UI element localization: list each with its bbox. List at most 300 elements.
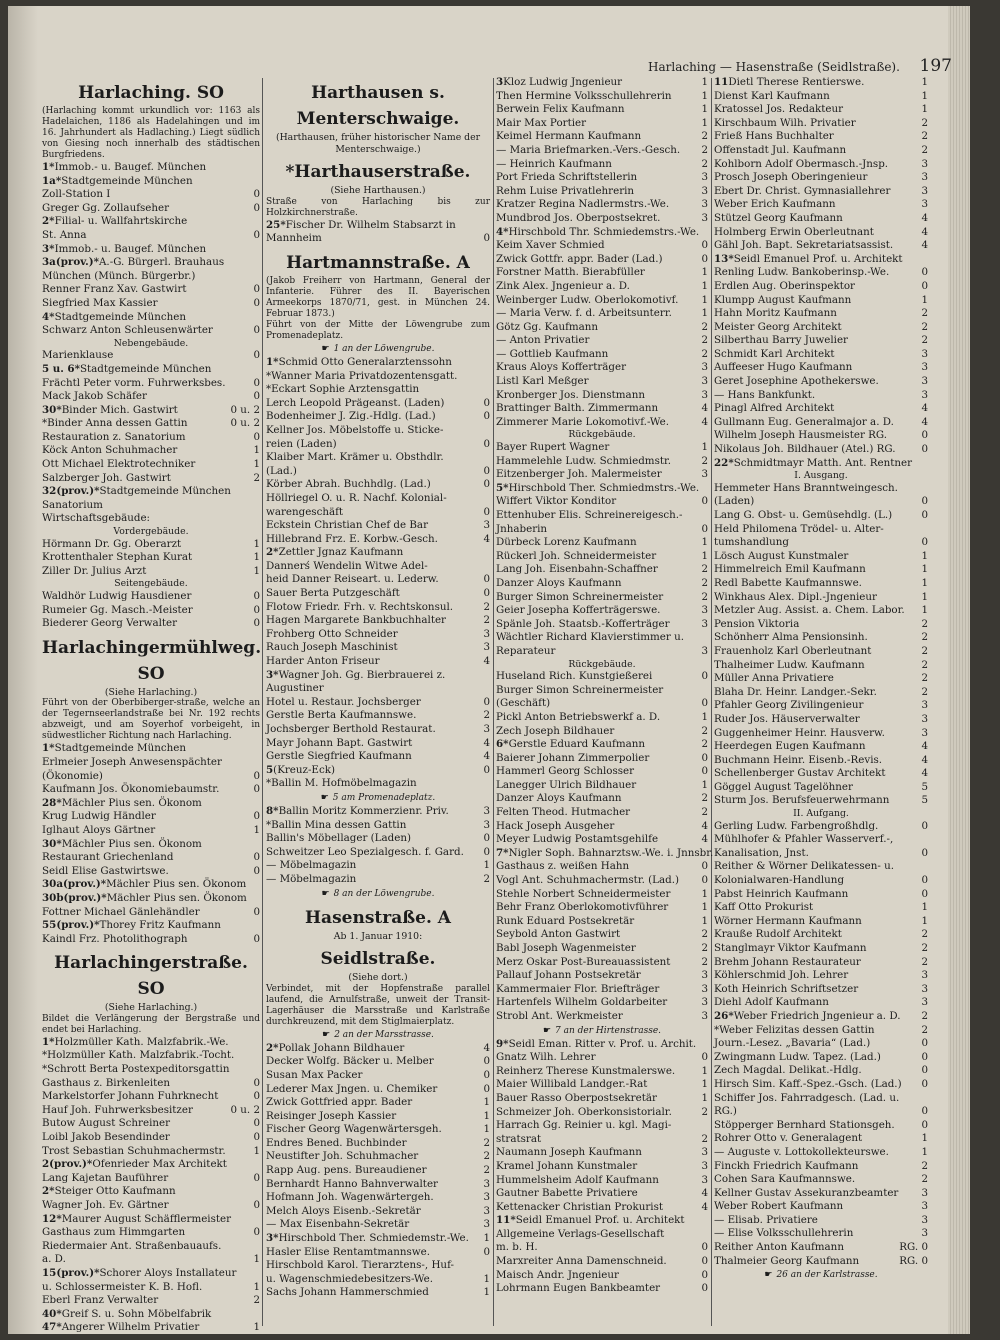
resident-name: Fischer Dr. Wilhelm Stabsarzt in	[285, 218, 456, 231]
floor-number: 0	[701, 697, 708, 710]
resident-name: Pallauf Johann Postsekretär	[496, 969, 641, 982]
floor-number: 3	[701, 388, 708, 401]
directory-entry	[42, 229, 260, 243]
directory-entry	[496, 996, 708, 1010]
directory-entry	[42, 1226, 260, 1240]
floor-number: 2	[921, 307, 928, 320]
directory-entry	[714, 577, 928, 591]
floor-number: 3	[701, 1146, 708, 1159]
house-number: 12*	[42, 1212, 62, 1225]
directory-entry	[42, 604, 260, 618]
directory-entry	[42, 1036, 260, 1050]
resident-name: Renner Franz Xav. Gastwirt	[42, 283, 187, 296]
resident-name: Hofmann Joh. Wagenwärtergeh.	[266, 1191, 434, 1204]
directory-entry	[42, 472, 260, 486]
floor-number: 3	[483, 818, 490, 831]
resident-name: Iglhaut Aloys Gärtner	[42, 823, 156, 836]
directory-entry	[266, 641, 490, 655]
floor-number: 0	[701, 765, 708, 778]
directory-entry	[42, 270, 260, 284]
floor-number: 0	[253, 864, 260, 877]
floor-number: 3	[701, 617, 708, 630]
directory-entry	[496, 1201, 708, 1215]
directory-entry	[496, 1092, 708, 1106]
directory-entry	[42, 1213, 260, 1227]
floor-number	[239, 1158, 260, 1172]
directory-entry	[496, 509, 708, 523]
resident-name: Stadtgemeinde München	[99, 485, 231, 498]
resident-name: Wirtschaftsgebäude:	[42, 512, 151, 525]
floor-number: 3	[701, 604, 708, 617]
house-number: 30*	[42, 837, 62, 850]
directory-entry	[714, 198, 928, 212]
directory-entry	[714, 888, 928, 902]
floor-number: 0	[483, 437, 490, 450]
resident-name: a. D.	[42, 1253, 66, 1266]
resident-name: Mühlhofer & Pfahler Wasserverf.-,	[714, 833, 894, 846]
directory-entry	[714, 928, 928, 942]
section-label: (Siehe dort.)	[348, 972, 408, 984]
resident-name: Rauch Joseph Maschinist	[266, 641, 398, 654]
floor-number: 1	[701, 441, 708, 454]
directory-entry	[714, 1010, 928, 1024]
resident-name: Klaiber Mart. Krämer u. Obsthdlr.	[266, 451, 444, 464]
resident-name: Geret Josephine Apothekerswe.	[714, 375, 879, 388]
corner-pointer-note: ☛ 1 an der Löwengrube.	[266, 342, 490, 356]
resident-name: Lang Kajetan Bauführer	[42, 1171, 169, 1184]
floor-number: 4	[701, 1187, 708, 1200]
floor-number: 3	[921, 1227, 928, 1240]
resident-name: Thalheimer Ludw. Kaufmann	[714, 658, 865, 671]
house-number: 40*	[42, 1307, 62, 1320]
resident-name: Zech Joseph Bildhauer	[496, 724, 615, 737]
directory-entry	[714, 389, 928, 403]
floor-number: 4	[483, 750, 490, 763]
floor-number: 1	[921, 89, 928, 102]
floor-number: 0	[483, 763, 490, 776]
resident-name: *Binder Anna dessen Gattin	[42, 417, 188, 430]
floor-number: 0	[483, 410, 490, 423]
floor-number: 0	[483, 1068, 490, 1081]
directory-entry	[266, 696, 490, 710]
floor-number: 2	[701, 143, 708, 156]
directory-entry	[42, 485, 260, 499]
resident-name: Thalmeier Georg Kaufmann	[714, 1254, 860, 1267]
floor-number: 3	[921, 699, 928, 712]
directory-entry	[496, 212, 708, 226]
corner-pointer-note: ☛ 5 am Promenadeplatz.	[266, 791, 490, 805]
floor-number: 2	[921, 644, 928, 657]
floor-number: 2	[921, 955, 928, 968]
floor-number: 3	[921, 726, 928, 739]
floor-number	[687, 1119, 708, 1133]
directory-entry	[714, 76, 928, 90]
directory-entry	[714, 956, 928, 970]
directory-entry	[266, 478, 490, 492]
floor-number: 0	[253, 324, 260, 337]
resident-name: Eberl Franz Verwalter	[42, 1294, 159, 1307]
resident-name: Höllriegel O. u. R. Nachf. Kolonial-	[266, 491, 447, 504]
directory-entry	[714, 740, 928, 754]
floor-number: 2	[483, 1136, 490, 1149]
house-number: 3*	[266, 1232, 279, 1245]
directory-entry	[496, 90, 708, 104]
resident-name: Geier Josepha Kofferträgerswe.	[496, 604, 661, 617]
resident-name: Köck Anton Schuhmacher	[42, 444, 178, 457]
house-number: 5	[266, 763, 274, 776]
house-number: 6*	[496, 738, 509, 751]
house-number: 3*	[42, 242, 55, 255]
street-description: Führt von der Oberbiberger-straße, welche an der Tegernseerlandstraße bei Nr. 192 rechts abzweigt, und am Soyerhof vorbeigeht, in südwestlicher Richtung nach Harlaching.	[42, 698, 260, 742]
resident-name: Ruder Jos. Häuserverwalter	[714, 712, 860, 725]
directory-entry	[496, 860, 708, 874]
resident-name: Kaindl Frz. Photolithograph	[42, 932, 188, 945]
resident-name: Ballin's Möbellager (Laden)	[266, 832, 411, 845]
floor-number: 1	[701, 778, 708, 791]
directory-entry	[42, 919, 260, 933]
floor-number: 1	[483, 1109, 490, 1122]
resident-name: — Möbelmagazin	[266, 859, 357, 872]
floor-number: 0	[921, 846, 928, 859]
floor-number: 3	[701, 1009, 708, 1022]
floor-number	[239, 270, 260, 284]
resident-name: Hasler Elise Rentamtmannswe.	[266, 1245, 431, 1258]
resident-name: Schellenberger Gustav Architekt	[714, 767, 886, 780]
directory-entry	[714, 820, 928, 834]
floor-number: 0	[483, 232, 490, 245]
directory-entry	[266, 777, 490, 791]
directory-entry	[496, 901, 708, 915]
resident-name: Zwick Gottfr. appr. Bader (Lad.)	[496, 252, 663, 265]
floor-number: 0	[253, 1117, 260, 1130]
floor-number: 1	[253, 1253, 260, 1266]
floor-number: 3	[483, 723, 490, 735]
directory-entry	[714, 509, 928, 523]
resident-name: Wilhelm Joseph Hausmeister RG.	[714, 429, 888, 442]
directory-entry	[496, 361, 708, 375]
floor-number: 3	[701, 468, 708, 481]
street-heading: Harlaching. SO	[78, 83, 224, 103]
floor-number	[907, 833, 928, 847]
directory-entry	[714, 1037, 928, 1051]
floor-number: 0	[701, 1282, 708, 1295]
resident-name: Endres Bened. Buchbinder	[266, 1136, 407, 1149]
resident-name: Offenstadt Jul. Kaufmann	[714, 143, 847, 156]
street-heading: Hasenstraße. A	[305, 907, 451, 928]
directory-entry	[496, 1010, 708, 1024]
directory-entry	[714, 1227, 928, 1241]
resident-name: Kellner Jos. Möbelstoffe u. Sticke-	[266, 423, 444, 436]
floor-number	[469, 492, 490, 506]
floor-number: 3	[701, 1159, 708, 1172]
resident-name: Forstner Matth. Bierabfüller	[496, 266, 645, 279]
resident-name: Steiger Otto Kaufmann	[54, 1185, 176, 1198]
resident-name: Gähl Joh. Bapt. Sekretariatsassist.	[714, 239, 894, 252]
resident-name: Sauer Berta Putzgeschäft	[266, 587, 400, 600]
directory-entry	[42, 377, 260, 391]
resident-name: Kammermaier Flor. Briefträger	[496, 982, 660, 995]
resident-name: Babl Joseph Wagenmeister	[496, 942, 636, 954]
floor-number: 4	[701, 833, 708, 846]
resident-name: Holmberg Erwin Oberleutnant	[714, 225, 874, 238]
directory-entry	[496, 846, 714, 861]
resident-name: Decker Wolfg. Bäcker u. Melber	[266, 1055, 434, 1068]
floor-number	[239, 485, 260, 499]
house-number: 15(prov.)*	[42, 1266, 100, 1279]
directory-entry	[42, 256, 260, 270]
directory-entry	[266, 1178, 490, 1192]
floor-number: 1	[701, 307, 708, 320]
floor-number: 3	[701, 996, 708, 1009]
resident-name: Danzer Aloys Kaufmann	[496, 576, 622, 589]
house-number: 30b(prov.)*	[42, 891, 107, 904]
floor-number: 0	[253, 188, 260, 201]
resident-name: m. b. H.	[496, 1241, 538, 1254]
directory-entry	[42, 617, 260, 631]
directory-entry	[496, 468, 708, 482]
resident-name: Schmid Otto Generalarztenssohn	[278, 355, 452, 368]
resident-name: Journ.-Lesez. „Bavaria“ (Lad.)	[714, 1037, 871, 1050]
directory-entry	[714, 1105, 928, 1119]
street-heading: Harlachingerstraße. SO	[54, 953, 248, 1000]
resident-name: Eckstein Christian Chef de Bar	[266, 519, 428, 532]
resident-name: Lanegger Ulrich Bildhauer	[496, 778, 637, 791]
floor-number: 3	[921, 712, 928, 725]
directory-entry	[714, 294, 928, 308]
house-number: 2*	[42, 215, 55, 228]
floor-number: 3	[921, 361, 928, 374]
floor-number: 1	[921, 576, 928, 589]
directory-entry	[266, 1069, 490, 1083]
directory-entry	[42, 851, 260, 865]
directory-entry	[496, 670, 708, 684]
resident-name: Wagner Joh. Gg. Bierbrauerei z.	[278, 668, 446, 681]
directory-entry	[266, 1164, 490, 1178]
resident-name: München (Münch. Bürgerbr.)	[42, 269, 196, 282]
resident-name: Harrach Gg. Reinier u. kgl. Magi-	[496, 1119, 672, 1132]
floor-number	[239, 742, 260, 756]
resident-name: Silberthau Barry Juwelier	[714, 334, 848, 347]
resident-name: — Maria Briefmarken.-Vers.-Gesch.	[496, 143, 681, 156]
resident-name: (Laden)	[714, 495, 755, 508]
directory-entry	[714, 969, 928, 983]
floor-number	[239, 243, 260, 257]
resident-name: RG.)	[714, 1105, 737, 1118]
directory-entry	[714, 266, 928, 280]
directory-entry	[496, 117, 708, 131]
floor-number: 2	[253, 1294, 260, 1307]
floor-number: 2	[921, 928, 928, 941]
floor-number: 0	[701, 239, 708, 252]
resident-name: Jnhaberin	[496, 522, 548, 535]
floor-number: 4	[483, 736, 490, 749]
floor-number: 4	[921, 753, 928, 766]
floor-number: 3	[483, 641, 490, 654]
directory-entry	[42, 499, 260, 513]
floor-number: 2	[701, 563, 708, 576]
directory-entry	[496, 942, 708, 956]
floor-number: 0 u. 2	[230, 417, 260, 430]
floor-number: 1	[701, 279, 708, 292]
directory-entry	[714, 915, 928, 929]
resident-name: Hartenfels Wilhelm Goldarbeiter	[496, 996, 668, 1009]
resident-name: Listl Karl Meßger	[496, 375, 589, 388]
house-number: 11*	[496, 1214, 516, 1227]
resident-name: Ott Michael Elektrotechniker	[42, 458, 196, 471]
directory-entry	[714, 1200, 928, 1214]
floor-number: 0	[253, 905, 260, 918]
house-number: 26*	[714, 1009, 734, 1022]
directory-entry	[42, 1104, 260, 1118]
floor-number	[469, 669, 490, 683]
directory-entry	[714, 1051, 928, 1065]
directory-entry	[496, 1106, 708, 1120]
floor-number	[912, 457, 933, 471]
resident-name: Schmidt Karl Architekt	[714, 347, 835, 360]
directory-entry	[42, 756, 260, 770]
floor-number: 4	[701, 415, 708, 428]
resident-name: Strobl Ant. Werkmeister	[496, 1009, 623, 1022]
floor-number	[469, 546, 490, 560]
resident-name: *Ballin Mina dessen Gattin	[266, 818, 407, 831]
directory-entry	[496, 130, 708, 144]
resident-name: Erlmeier Joseph Anwesenspächter	[42, 755, 222, 768]
resident-name: Pinagl Alfred Architekt	[714, 402, 835, 415]
street-heading: Harlachingermühlweg. SO	[42, 637, 262, 684]
resident-name: — Hans Bankfunkt.	[714, 388, 816, 401]
floor-number: 1	[483, 1123, 490, 1136]
resident-name: Huseland Rich. Kunstgießerei	[496, 670, 653, 683]
directory-entry	[496, 294, 708, 308]
floor-number: 0	[921, 887, 928, 900]
directory-entry	[496, 684, 708, 698]
section-label: Rückgebäude.	[568, 429, 636, 441]
floor-number: 2	[921, 672, 928, 685]
floor-number: 2	[701, 334, 708, 347]
resident-name: Krottenthaler Stephan Kurat	[42, 551, 193, 564]
floor-number	[907, 1092, 928, 1106]
resident-name: Wächtler Richard Klavierstimmer u.	[496, 631, 685, 644]
floor-number: 0	[921, 1077, 928, 1090]
floor-number: 1	[701, 901, 708, 914]
directory-entry	[266, 383, 490, 397]
floor-number: 1	[921, 901, 928, 914]
directory-entry	[714, 117, 928, 131]
floor-number: 1	[921, 103, 928, 116]
section-label: Vordergebäude.	[113, 526, 189, 538]
floor-number: 1	[483, 1272, 490, 1285]
resident-name: Maisch Andr. Jngenieur	[496, 1268, 619, 1281]
resident-name: Kraus Aloys Kofferträger	[496, 361, 626, 374]
floor-number: 2	[921, 320, 928, 333]
directory-entry	[496, 389, 708, 403]
directory-entry	[496, 591, 708, 605]
directory-entry	[266, 587, 490, 601]
house-number: 1*	[266, 355, 279, 368]
directory-entry	[714, 1187, 928, 1201]
column-1	[42, 76, 262, 1334]
floor-number: 1	[921, 590, 928, 603]
directory-entry	[496, 888, 708, 902]
directory-entry	[496, 956, 708, 970]
house-number: 28*	[42, 796, 62, 809]
directory-entry	[714, 334, 928, 348]
floor-number: 0	[921, 429, 928, 442]
directory-entry	[42, 590, 260, 604]
directory-entry	[266, 832, 490, 846]
resident-name: Buchmann Heinr. Eisenb.-Revis.	[714, 753, 883, 766]
directory-entry	[42, 1281, 260, 1295]
house-number: 1*	[42, 161, 55, 173]
floor-number	[239, 512, 260, 526]
floor-number: 1	[701, 89, 708, 102]
floor-number: 3	[701, 969, 708, 982]
directory-entry	[496, 874, 708, 888]
floor-number: 0	[253, 851, 260, 864]
directory-entry	[42, 202, 260, 216]
directory-entry	[714, 239, 928, 253]
directory-entry	[496, 523, 708, 537]
directory-entry	[714, 1160, 928, 1174]
column-2	[266, 76, 490, 1326]
house-number: 2*	[266, 1041, 279, 1054]
street-heading: Seidlstraße.	[320, 949, 436, 970]
floor-number: 0	[701, 751, 708, 764]
directory-entry	[714, 713, 928, 727]
page-number: 197	[919, 56, 952, 76]
floor-number: 0	[701, 1051, 708, 1064]
directory-entry	[42, 311, 260, 325]
floor-number: 0	[921, 443, 928, 456]
house-number: 7*	[496, 846, 509, 859]
directory-entry	[42, 1158, 260, 1172]
floor-number: 2	[921, 1173, 928, 1186]
directory-entry	[42, 1240, 260, 1254]
resident-name: Sanatorium	[42, 498, 103, 511]
floor-number: 1	[253, 537, 260, 550]
floor-number	[239, 161, 260, 175]
directory-entry	[266, 451, 490, 465]
floor-number: 0	[701, 1268, 708, 1281]
directory-entry	[714, 348, 928, 362]
resident-name: Kolonialwaren-Handlung	[714, 874, 845, 887]
floor-number: 4	[921, 767, 928, 780]
directory-entry	[42, 551, 260, 565]
resident-name: Schiffer Jos. Fahrradgesch. (Lad. u.	[714, 1091, 900, 1104]
floor-number	[239, 1036, 260, 1050]
resident-name: Stanglmayr Viktor Kaufmann	[714, 942, 867, 954]
directory-entry	[266, 356, 490, 370]
floor-number: 0	[253, 376, 260, 389]
floor-number: 0	[483, 396, 490, 409]
resident-name: Pabst Heinrich Kaufmann	[714, 887, 849, 900]
resident-name: Siegfried Max Kassier	[42, 296, 158, 309]
directory-entry	[496, 820, 708, 834]
floor-number: 1	[701, 549, 708, 562]
floor-number: 3	[701, 982, 708, 995]
house-number: 4*	[496, 225, 509, 238]
house-number: 3a(prov.)*	[42, 256, 99, 269]
resident-name: *Wanner Maria Privatdozentensgatt.	[266, 369, 458, 382]
directory-entry	[714, 1255, 928, 1269]
house-number: 2*	[42, 1185, 55, 1198]
directory-entry	[714, 482, 928, 496]
floor-number	[687, 684, 708, 698]
directory-entry	[42, 283, 260, 297]
floor-number: 0	[921, 1064, 928, 1077]
floor-number: 3	[921, 1200, 928, 1213]
directory-entry	[714, 443, 928, 457]
